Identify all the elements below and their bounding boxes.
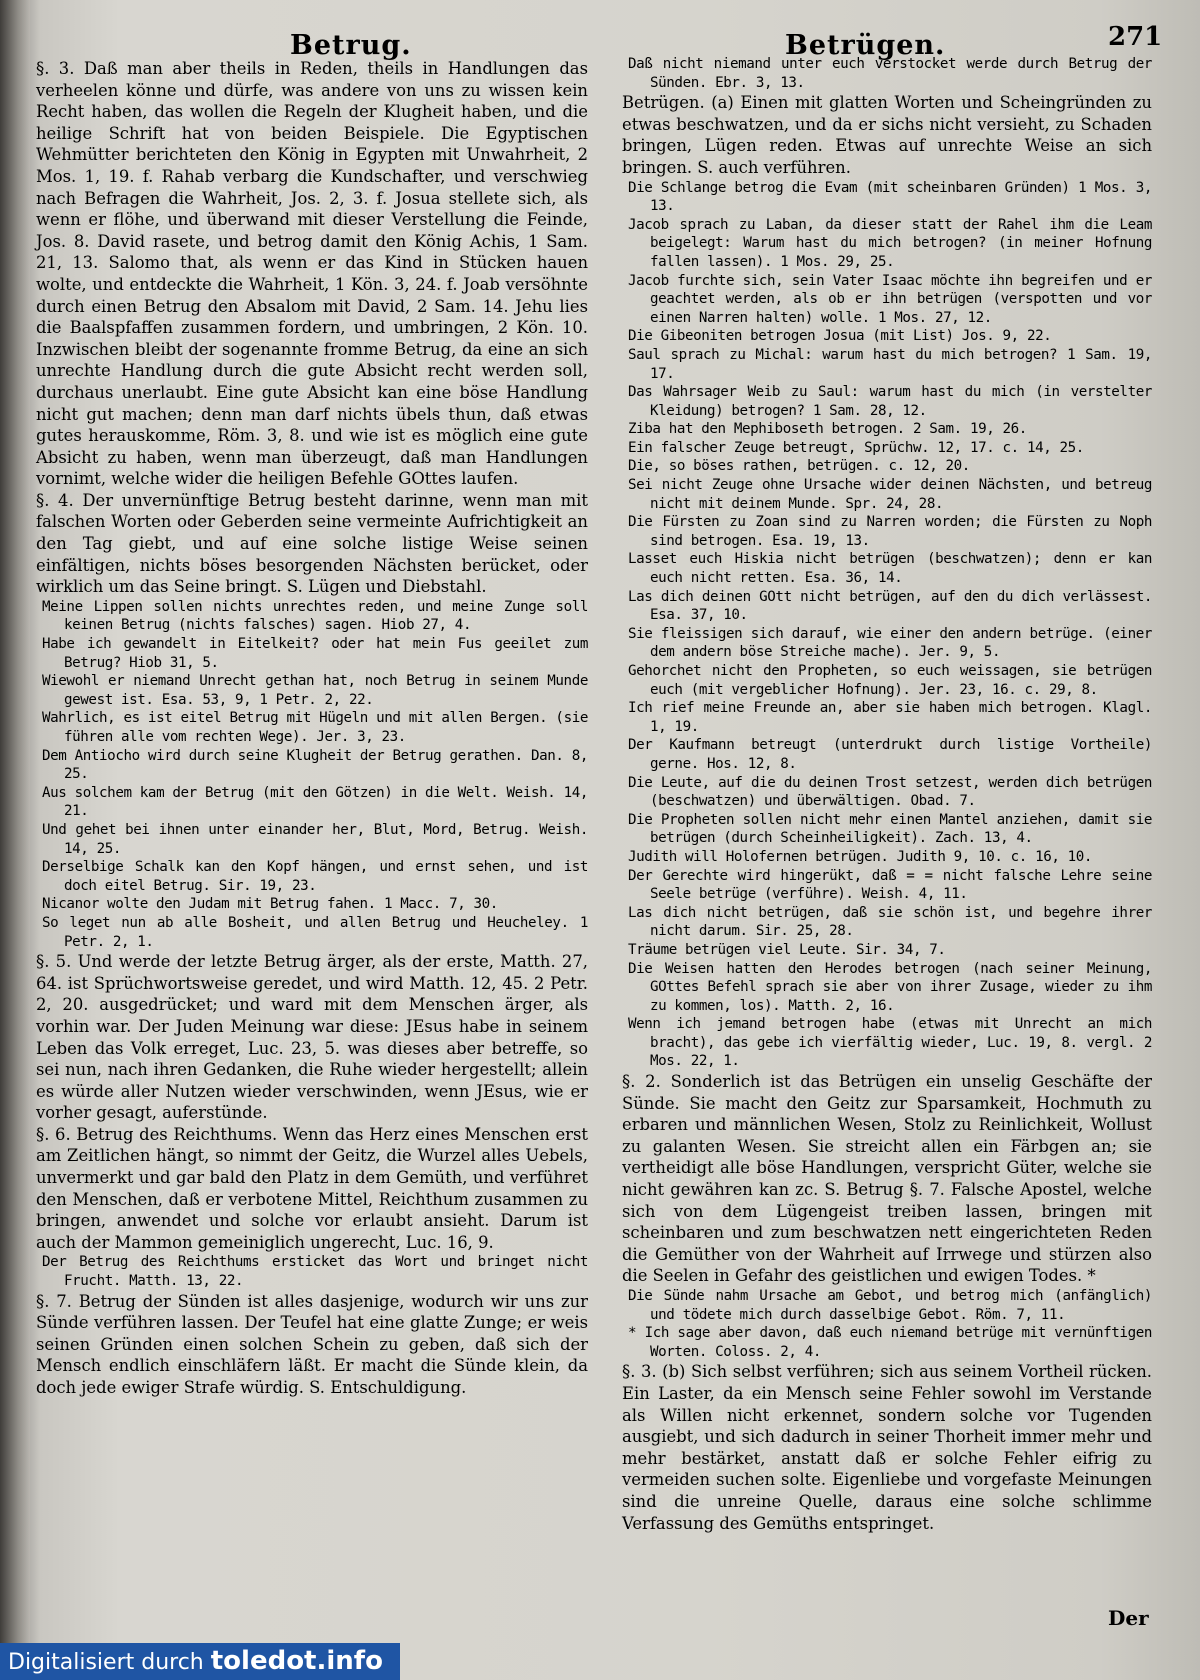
paragraph: §. 7. Betrug der Sünden ist alles dasjenige, wodurch wir uns zur Sünde verführen lassen. Der Teufel hat eine glatte Zunge; er weis seinen Gründen einen solchen Schein zu geben, daß sich der Mensch endlich einschläfern läßt. Er macht die Sünde klein, da doch jede ewiger Strafe würdig. S. Entschuldigung. bbox=[36, 1291, 588, 1397]
left-text-column bbox=[36, 58, 588, 1399]
scripture-quote: Sei nicht Zeuge ohne Ursache wider deinen Nächsten, und betreug nicht mit deinem Munde. Spr. 24, 28. bbox=[628, 477, 1152, 512]
scripture-quote: Ich rief meine Freunde an, aber sie haben mich betrogen. Klagl. 1, 19. bbox=[628, 700, 1152, 735]
scripture-quote: Die Schlange betrog die Evam (mit scheinbaren Gründen) 1 Mos. 3, 13. bbox=[628, 179, 1152, 215]
credit-site-link[interactable]: toledot.info bbox=[210, 1646, 383, 1676]
scripture-quote: Wahrlich, es ist eitel Betrug mit Hügeln und mit allen Bergen. (sie führen alle vom rechten Wege). Jer. 3, 23. bbox=[42, 710, 588, 745]
scripture-quote: * Ich sage aber davon, daß euch niemand betrüge mit vernünftigen Worten. Coloss. 2, 4. bbox=[628, 1325, 1152, 1360]
scripture-quote: Das Wahrsager Weib zu Saul: warum hast du mich (in verstelter Kleidung) betrogen? 1 Sam. 28, 12. bbox=[628, 384, 1152, 419]
scripture-quote: Las dich deinen GOtt nicht betrügen, auf den du dich verlässest. Esa. 37, 10. bbox=[628, 588, 1152, 624]
scripture-quote: Wenn ich jemand betrogen habe (etwas mit Unrecht an mich bracht), das gebe ich vierfältig wieder, Luc. 19, 8. vergl. 2 Mos. 22, 1. bbox=[628, 1016, 1152, 1070]
scripture-quote: Saul sprach zu Michal: warum hast du mich betrogen? 1 Sam. 19, 17. bbox=[628, 346, 1152, 382]
scripture-quote: Ziba hat den Mephiboseth betrogen. 2 Sam. 19, 26. bbox=[628, 421, 1027, 438]
scripture-quote: Sie fleissigen sich darauf, wie einer den andern betrüge. (einer dem andern böse Streiche mache). Jer. 9, 5. bbox=[628, 625, 1152, 661]
scripture-quote: Meine Lippen sollen nichts unrechtes reden, und meine Zunge soll keinen Betrug (nichts falsches) sagen. Hiob 27, 4. bbox=[42, 598, 588, 634]
right-text-column bbox=[622, 55, 1152, 1534]
scripture-quote: Der Betrug des Reichthums ersticket das Wort und bringet nicht Frucht. Matth. 13, 22. bbox=[42, 1254, 588, 1290]
scripture-quote: So leget nun ab alle Bosheit, und allen Betrug und Heucheley. 1 Petr. 2, 1. bbox=[42, 914, 588, 950]
page-number: 271 bbox=[1108, 22, 1163, 52]
paragraph: §. 3. Daß man aber theils in Reden, theils in Handlungen das verheelen könne und dürfe, was andere von uns zu wissen kein Recht haben, das wollen die Regeln der Klugheit haben, und die heilige Schrift hat von beiden Beispiele. Die Egyptischen Wehmütter berichteten den König in Egypten mit Unwahrheit, 2 Mos. 1, 19. f. Rahab verbarg die Kundschafter, und verschwieg nach Befragen die Wahrheit, Jos. 2, 3. f. Josua stellete sich, als wenn er flöhe, und überwand mit dieser Verstellung die Feinde, Jos. 8. David rasete, und betrog damit den König Achis, 1 Sam. 21, 13. Salomo that, als wenn er das Kind in Stücken hauen wolte, und entdeckte die Wahrheit, 1 Kön. 3, 24. f. Joab versöhnte durch einen Betrug den Absalom mit David, 2 Sam. 14. Jehu lies die Baalspfaffen zusammen fordern, und umbringen, 2 Kön. 10. Inzwischen bleibt der sogenannte fromme Betrug, da eine an sich unrechte Handlung durch die gute Absicht recht werden soll, durchaus unerlaubt. Eine gute Absicht kan eine böse Handlung nicht gut machen; denn man darf nichts übels thun, daß etwas gutes herauskomme, Röm. 3, 8. und wie ist es möglich eine gute Absicht zu haben, wenn man überzeugt, daß man Handlungen vornimt, welche wider die heiligen Befehle GOttes laufen. bbox=[36, 59, 588, 489]
left-running-head: Betrug. bbox=[290, 30, 412, 61]
scripture-quote: Jacob sprach zu Laban, da dieser statt der Rahel ihm die Leam beigelegt: Warum hast du mich betrogen? (in meiner Hofnung fallen lassen). 1 Mos. 29, 25. bbox=[628, 216, 1152, 270]
scripture-quote: Lasset euch Hiskia nicht betrügen (beschwatzen); denn er kan euch nicht retten. Esa. 36, 14. bbox=[628, 551, 1152, 587]
scripture-quote: Las dich nicht betrügen, daß sie schön ist, und begehre ihrer nicht darum. Sir. 25, 28. bbox=[628, 904, 1152, 940]
scripture-quote: Jacob furchte sich, sein Vater Isaac möchte ihn begreifen und er geachtet werden, als ob er ihn betrügen (verspotten und vor einen Narren halten) wolle. 1 Mos. 27, 12. bbox=[628, 272, 1152, 326]
scripture-quote: Die, so böses rathen, betrügen. c. 12, 20. bbox=[628, 458, 970, 475]
scripture-quote: Judith will Holofernen betrügen. Judith 9, 10. c. 16, 10. bbox=[628, 848, 1093, 865]
previous-page-edge bbox=[0, 0, 30, 1680]
scripture-quote: Wiewohl er niemand Unrecht gethan hat, noch Betrug in seinem Munde gewest ist. Esa. 53, 9, 1 Petr. 2, 22. bbox=[42, 673, 588, 708]
scripture-quote: Nicanor wolte den Judam mit Betrug fahen. 1 Macc. 7, 30. bbox=[42, 896, 498, 913]
paragraph: §. 2. Sonderlich ist das Betrügen ein unselig Geschäfte der Sünde. Sie macht den Geitz zur Sparsamkeit, Hochmuth zu erbaren und männlichen Wesen, Stolz zu Reinlichkeit, Wollust zu galanten Wesen. Sie streicht allen ein Färbgen an; sie vertheidigt alle böse Handlungen, verspricht Güter, welche sie nicht gewähren kan zc. S. Betrug §. 7. Falsche Apostel, welche sich von dem Lügengeist treiben lassen, bringen mit scheinbaren und zum beschwatzen nett eingerichteten Reden die Gemüther von der Wahrheit auf Irrwege und stürzen also die Seelen in Gefahr des geistlichen und ewigen Todes. * bbox=[622, 1072, 1152, 1286]
scripture-quote: Derselbige Schalk kan den Kopf hängen, und ernst sehen, und ist doch eitel Betrug. Sir. 19, 23. bbox=[42, 859, 588, 894]
scripture-quote: Der Gerechte wird hingerükt, daß = = nicht falsche Lehre seine Seele betrüge (verführe). Weish. 4, 11. bbox=[628, 867, 1152, 903]
scripture-quote: Die Propheten sollen nicht mehr einen Mantel anziehen, damit sie betrügen (durch Scheinheiligkeit). Zach. 13, 4. bbox=[628, 811, 1152, 847]
paragraph: §. 4. Der unvernünftige Betrug besteht darinne, wenn man mit falschen Worten oder Geberden seine vermeinte Aufrichtigkeit an den Tag giebt, und auf eine solche listige Weise seinen einfältigen, nichts böses besorgenden Nächsten berücket, oder wirklich um das Seine bringt. S. Lügen und Diebstahl. bbox=[36, 490, 588, 597]
right-running-head: Betrügen. bbox=[785, 30, 946, 61]
scripture-quote: Dem Antiocho wird durch seine Klugheit der Betrug gerathen. Dan. 8, 25. bbox=[42, 747, 588, 783]
scripture-quote: Der Kaufmann betreugt (unterdrukt durch listige Vortheile) gerne. Hos. 12, 8. bbox=[628, 737, 1152, 772]
scripture-quote: Die Sünde nahm Ursache am Gebot, und betrog mich (anfänglich) und tödete mich durch dasselbige Gebot. Röm. 7, 11. bbox=[628, 1288, 1152, 1323]
scripture-quote: Die Leute, auf die du deinen Trost setzest, werden dich betrügen (beschwatzen) und überwältigen. Obad. 7. bbox=[628, 774, 1152, 810]
paragraph: §. 5. Und werde der letzte Betrug ärger, als der erste, Matth. 27, 64. ist Sprüchwortsweise geredet, und wird Matth. 12, 45. 2 Petr. 2, 20. ausgedrücket; und ward mit dem Menschen ärger, als vorhin war. Der Juden Meinung war diese: JEsus habe in seinem Leben das Volk erreget, Luc. 23, 5. was dieses aber betreffe, so sei nun, nach ihren Gedanken, die Ruhe wieder hergestellt; allein es würde aller Nutzen wieder verschwinden, wenn JEsus, wie er vorher gesagt, auferstünde. bbox=[36, 952, 588, 1123]
digitization-credit[interactable] bbox=[0, 1643, 400, 1680]
scripture-quote: Gehorchet nicht den Propheten, so euch weissagen, sie betrügen euch (mit vergeblicher Hofnung). Jer. 23, 16. c. 29, 8. bbox=[628, 663, 1152, 698]
scripture-quote: Und gehet bei ihnen unter einander her, Blut, Mord, Betrug. Weish. 14, 25. bbox=[42, 821, 588, 857]
scripture-quote: Daß nicht niemand unter euch verstocket werde durch Betrug der Sünden. Ebr. 3, 13. bbox=[628, 56, 1152, 91]
scripture-quote: Die Fürsten zu Zoan sind zu Narren worden; die Fürsten zu Noph sind betrogen. Esa. 19, 13. bbox=[628, 514, 1152, 549]
credit-prefix: Digitalisiert durch bbox=[8, 1650, 211, 1675]
scripture-quote: Habe ich gewandelt in Eitelkeit? oder hat mein Fus geeilet zum Betrug? Hiob 31, 5. bbox=[42, 636, 588, 671]
paragraph: Betrügen. (a) Einen mit glatten Worten und Scheingründen zu etwas beschwatzen, und da er sichs nicht versieht, zu Schaden bringen, Lügen reden. Etwas auf unrechte Weise an sich bringen. S. auch verführen. bbox=[622, 93, 1152, 177]
scripture-quote: Aus solchem kam der Betrug (mit den Götzen) in die Welt. Weish. 14, 21. bbox=[42, 784, 588, 820]
scripture-quote: Die Weisen hatten den Herodes betrogen (nach seiner Meinung, GOttes Befehl sprach sie aber von ihrer Zusage, wieder zu ihm zu kommen, los). Matth. 2, 16. bbox=[628, 960, 1152, 1014]
catchword: Der bbox=[1108, 1606, 1149, 1630]
scripture-quote: Ein falscher Zeuge betreugt, Sprüchw. 12, 17. c. 14, 25. bbox=[628, 439, 1084, 456]
paragraph: §. 3. (b) Sich selbst verführen; sich aus seinem Vortheil rücken. Ein Laster, da ein Mensch seine Fehler sowohl im Verstande als Willen nicht erkennet, sondern solche vor Tugenden ausgiebt, und sich dadurch in seiner Thorheit immer mehr und mehr bestärket, anstatt daß er solche Fehler eifrig zu vermeiden suchen solte. Eigenliebe und vorgefaste Meinungen sind die unreine Quelle, daraus eine solche schlimme Verfassung des Gemüths entspringet. bbox=[622, 1362, 1152, 1533]
paragraph: §. 6. Betrug des Reichthums. Wenn das Herz eines Menschen erst am Zeitlichen hängt, so nimmt der Geitz, die Wurzel alles Uebels, unvermerkt und gar bald den Platz in dem Gemüth, und verführet den Menschen, daß er verbotene Mittel, Reichthum zusammen zu bringen, anwendet und solche vor erlaubt ansieht. Darum ist auch der Mammon gemeiniglich ungerecht, Luc. 16, 9. bbox=[36, 1124, 588, 1252]
scripture-quote: Die Gibeoniten betrogen Josua (mit List) Jos. 9, 22. bbox=[628, 328, 1052, 345]
scripture-quote: Träume betrügen viel Leute. Sir. 34, 7. bbox=[628, 941, 946, 958]
